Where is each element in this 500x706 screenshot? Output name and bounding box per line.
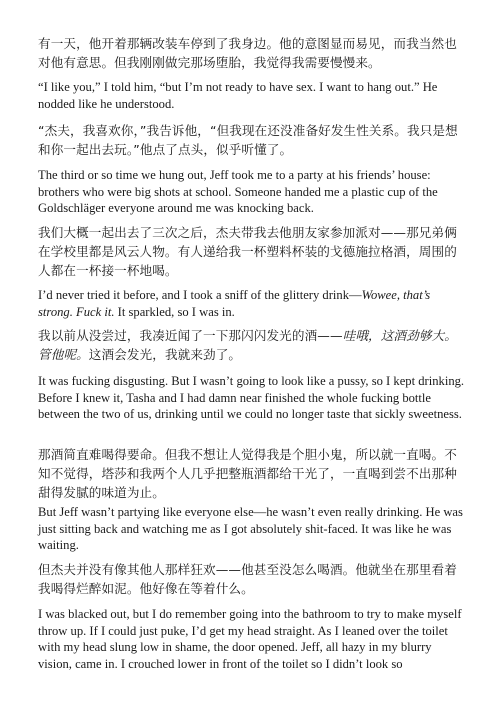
paragraph-zh-2: “杰夫，我喜欢你，”我告诉他，“但我现在还没准备好发生性关系。我只是想和你一起出去玩。”他点了点头，似乎听懂了。 xyxy=(38,123,458,157)
paragraph-en-2: “I like you,” I told him, “but I’m not ready to have sex. I want to hang out.” He nodded like he understood. xyxy=(38,80,438,111)
paragraph-zh-3: 我们大概一起出去了三次之后，杰夫带我去他朋友家参加派对——那兄弟俩在学校里都是风云人物。有人递给我一杯塑料杯装的戈德施拉格酒，周围的人都在一杯接一杯地喝。 xyxy=(38,225,457,278)
paragraph-en-7: I was blacked out, but I do remember going into the bathroom to try to make myself throw up. If I could just puke, I’d get my head straight. As I leaned over the toilet with my head slung low in shame, the door opened. Jeff, all hazy in my blurry vision, came in. I crouched lower in front of the toilet so I didn’t look so xyxy=(38,607,462,671)
paragraph-en-4-italic: Wowee, that’s strong. Fuck it. xyxy=(38,288,431,319)
paragraph-zh-4-italic: 哇哦，这酒劲够大。管他呢。 xyxy=(38,328,457,362)
paragraph-en-4-text-a: I’d never tried it before, and I took a sniff of the glittery drink— xyxy=(38,288,362,302)
paragraph-en-4 xyxy=(38,287,468,320)
paragraph-zh-4-text-a: 我以前从没尝过，我凑近闻了一下那闪闪发光的酒—— xyxy=(38,328,343,343)
paragraph-en-5: It was fucking disgusting. But I wasn’t going to look like a pussy, so I kept drinking. Before I knew it, Tasha and I had damn near finished the whole fucking bottle between the two of us, drinking until we could no longer taste that sickly sweetness. xyxy=(38,374,465,421)
paragraph-en-3: The third or so time we hung out, Jeff took me to a party at his friends’ house: brothers who were big shots at school. Someone handed me a plastic cup of the Goldschläger everyone around me was knocking back. xyxy=(38,168,438,215)
paragraph-zh-5: 那酒简直难喝得要命。但我不想让人觉得我是个胆小鬼，所以就一直喝。不知不觉得，塔莎和我两个人几乎把整瓶酒都给干光了，一直喝到尝不出那种甜得发腻的味道为止。 xyxy=(38,447,457,500)
paragraph-zh-1: 有一天，他开着那辆改装车停到了我身边。他的意图显而易见，而我当然也对他有意思。但我刚刚做完那场堕胎，我觉得我需要慢慢来。 xyxy=(38,36,457,70)
paragraph-en-4-text-c: It sparkled, so I was in. xyxy=(114,304,235,319)
paragraph-en-6: But Jeff wasn’t partying like everyone else—he wasn’t even really drinking. He was just sitting back and watching me as I got absolutely shit-faced. It was like he was waiting. xyxy=(38,505,463,552)
paragraph-zh-4-text-c: 这酒会发光，我就来劲了。 xyxy=(88,347,242,362)
paragraph-zh-4 xyxy=(38,326,462,364)
paragraph-zh-6: 但杰夫并没有像其他人那样狂欢——他甚至没怎么喝酒。他就坐在那里看着我喝得烂醉如泥。他好像在等着什么。 xyxy=(38,562,457,596)
